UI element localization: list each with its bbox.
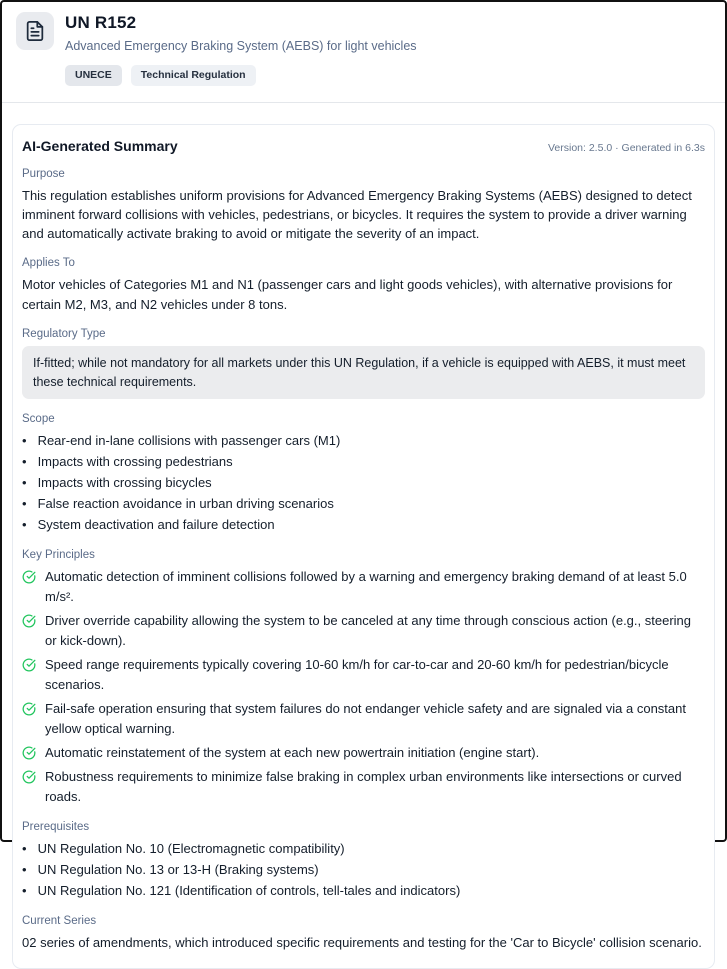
check-circle-icon — [22, 770, 36, 784]
list-item — [22, 839, 705, 859]
bullet-icon: • — [22, 433, 27, 449]
list-item — [22, 515, 705, 535]
page-subtitle: Advanced Emergency Braking System (AEBS) for light vehicles — [65, 39, 417, 53]
badge-unece: UNECE — [65, 65, 122, 86]
list-item-text: Impacts with crossing pedestrians — [37, 454, 233, 470]
list-item-text: UN Regulation No. 10 (Electromagnetic compatibility) — [37, 841, 345, 857]
section-label: Regulatory Type — [22, 327, 106, 340]
list-item-text: UN Regulation No. 121 (Identification of controls, tell-tales and indicators) — [37, 883, 461, 899]
section-applies-to — [22, 257, 705, 313]
list-item-text: Impacts with crossing bicycles — [37, 475, 212, 491]
header-divider — [2, 102, 725, 103]
badge-row — [65, 65, 417, 86]
section-current-series — [22, 915, 705, 952]
key-principle-item — [22, 767, 705, 807]
section-label: Applies To — [22, 257, 75, 270]
section-label: Purpose — [22, 167, 65, 180]
key-principle-item — [22, 567, 705, 607]
scope-list — [22, 431, 705, 535]
check-circle-icon — [22, 702, 36, 716]
list-item — [22, 452, 705, 472]
purpose-text: This regulation establishes uniform provisions for Advanced Emergency Braking Systems (AEBS) designed to detect imminent forward collisions with vehicles, pedestrians, or bicycles. It requires the system to provide a driver warning and automatically activate braking to avoid or mitigate the severity of an impact. — [22, 187, 692, 242]
key-principle-item — [22, 699, 705, 739]
card-sections — [22, 168, 705, 953]
check-circle-icon — [22, 746, 36, 760]
list-item — [22, 494, 705, 514]
bullet-icon: • — [22, 454, 27, 470]
section-purpose — [22, 168, 705, 244]
regulatory-type-callout: If-fitted; while not mandatory for all markets under this UN Regulation, if a vehicle is equipped with AEBS, it must meet these technical requirements. — [22, 346, 705, 400]
key-principle-text: Fail-safe operation ensuring that system failures do not endanger vehicle safety and are signaled via a constant yellow optical warning. — [45, 701, 686, 737]
list-item — [22, 860, 705, 880]
section-prerequisites — [22, 821, 705, 901]
key-principle-item — [22, 655, 705, 695]
list-item-text: Rear-end in-lane collisions with passenger cars (M1) — [37, 433, 341, 449]
section-label: Prerequisites — [22, 821, 90, 834]
bullet-icon: • — [22, 496, 27, 512]
list-item-text: System deactivation and failure detection — [37, 517, 275, 533]
check-circle-icon — [22, 614, 36, 628]
key-principle-text: Automatic detection of imminent collisions followed by a warning and emergency braking demand of at least 5.0 m/s². — [45, 569, 687, 605]
bullet-icon: • — [22, 841, 27, 857]
section-scope — [22, 413, 705, 535]
section-label: Scope — [22, 413, 55, 426]
list-item — [22, 431, 705, 451]
bullet-icon: • — [22, 883, 27, 899]
key-principle-text: Robustness requirements to minimize false braking in complex urban environments like intersections or curved roads. — [45, 769, 682, 805]
check-circle-icon — [22, 570, 36, 584]
version-meta: Version: 2.5.0 · Generated in 6.3s — [547, 141, 705, 154]
applies-to-text: Motor vehicles of Categories M1 and N1 (passenger cars and light goods vehicles), with alternative provisions for certain M2, M3, and N2 vehicles under 8 tons. — [22, 277, 673, 312]
section-label: Current Series — [22, 915, 97, 928]
section-regulatory-type — [22, 328, 705, 400]
list-item — [22, 881, 705, 901]
key-principle-item — [22, 611, 705, 651]
key-principle-text: Automatic reinstatement of the system at each new powertrain initiation (engine start). — [45, 745, 540, 761]
regulation-header — [2, 2, 725, 86]
list-item-text: False reaction avoidance in urban driving scenarios — [37, 496, 334, 512]
section-key-principles — [22, 549, 705, 807]
bullet-icon: • — [22, 475, 27, 491]
badge-technical-regulation: Technical Regulation — [131, 65, 256, 86]
key-principle-item — [22, 743, 705, 763]
list-item-text: UN Regulation No. 13 or 13-H (Braking systems) — [37, 862, 319, 878]
card-header — [22, 138, 705, 154]
check-circle-icon — [22, 658, 36, 672]
card-title: AI-Generated Summary — [22, 137, 178, 154]
prerequisites-list — [22, 839, 705, 901]
bullet-icon: • — [22, 517, 27, 533]
file-text-icon — [16, 12, 54, 50]
section-label: Key Principles — [22, 549, 95, 562]
key-principle-text: Speed range requirements typically covering 10-60 km/h for car-to-car and 20-60 km/h for pedestrian/bicycle scenarios. — [45, 657, 669, 693]
bullet-icon: • — [22, 862, 27, 878]
page-title: UN R152 — [65, 13, 137, 32]
key-principle-text: Driver override capability allowing the system to be canceled at any time through conscious action (e.g., steering or kick-down). — [45, 613, 691, 649]
current-series-text: 02 series of amendments, which introduced specific requirements and testing for the 'Car to Bicycle' collision scenario. — [22, 935, 702, 951]
list-item — [22, 473, 705, 493]
